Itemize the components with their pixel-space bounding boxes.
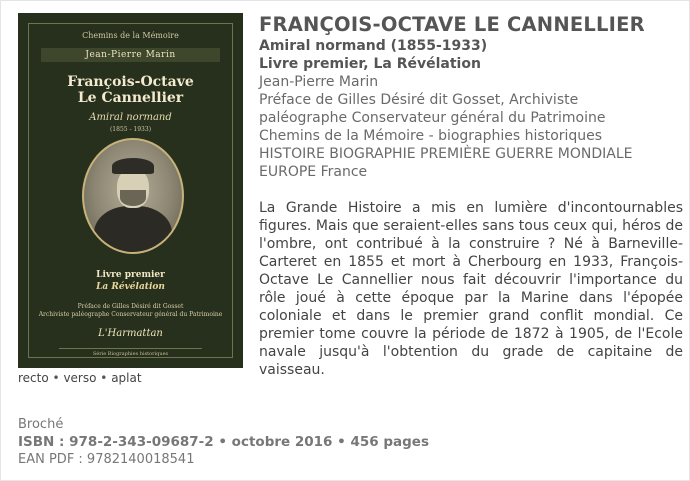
cover-collection: Chemins de la Mémoire — [82, 31, 179, 40]
cover-title-line2: Le Cannellier — [77, 90, 184, 106]
binding-type: Broché — [18, 417, 64, 432]
book-description: La Grande Histoire a mis en lumière d'incontournables figures. Mais que seraient-elles sans tous ceux qui, héros de l'ombre, ont contribué à la construire ? Né à Barneville-Carteret en 1855 et mort à Cherbourg en 1933, François-Octave Le Cannellier nous fait découvrir l'importance du rôle joué à cette époque par la Marine dans l'épopée coloniale et dans le premier grand conflit mondial. Ce premier tome couvre la période de 1872 à 1905, de l'Ecole navale jusqu'à l'obtention du grade de capitaine de vaisseau. — [259, 200, 683, 378]
portrait-beard — [120, 190, 146, 206]
book-volume: Livre premier, La Révélation — [259, 56, 481, 72]
book-info — [259, 13, 684, 181]
cover-subtitle: Amiral normand — [89, 112, 172, 123]
cover-revelation: La Révélation — [96, 282, 165, 292]
ean-pdf: EAN PDF : 9782140018541 — [18, 452, 195, 467]
book-cover-image[interactable] — [18, 13, 243, 368]
verso-link[interactable]: verso — [63, 371, 97, 385]
book-author[interactable]: Jean-Pierre Marin — [259, 74, 379, 90]
cover-livre: Livre premier — [96, 270, 165, 280]
cover-author: Jean-Pierre Marin — [41, 48, 220, 62]
cover-preface-line2: Archiviste paléographe Conservateur général du Patrimoine — [38, 311, 223, 318]
separator: • — [52, 371, 60, 385]
cover-border — [28, 23, 233, 358]
cover-portrait — [82, 138, 184, 254]
aplat-link[interactable]: aplat — [111, 371, 142, 385]
portrait-cap — [112, 158, 154, 174]
cover-title — [29, 74, 232, 106]
cover-preface — [29, 303, 232, 319]
book-collection[interactable]: Chemins de la Mémoire - biographies historiques — [259, 128, 603, 144]
cover-title-line1: François-Octave — [67, 74, 194, 90]
book-subtitle: Amiral normand (1855-1933) — [259, 38, 488, 54]
portrait-uniform — [94, 206, 172, 254]
cover-dates: (1855 - 1933) — [109, 126, 152, 133]
separator: • — [100, 371, 108, 385]
book-preface-line2: paléographe Conservateur général du Patrimoine — [259, 110, 606, 126]
book-keywords-line1[interactable]: HISTOIRE BIOGRAPHIE PREMIÈRE GUERRE MONDIALE — [259, 146, 633, 162]
book-preface-line1: Préface de Gilles Désiré dit Gosset, Archiviste — [259, 92, 579, 108]
book-title: FRANÇOIS-OCTAVE LE CANNELLIER — [259, 13, 645, 36]
book-keywords-line2[interactable]: EUROPE France — [259, 164, 368, 180]
cover-series: Série Biographies historiques — [59, 348, 202, 357]
cover-publisher-logo: L'Harmattan — [98, 328, 163, 339]
cover-preface-line1: Préface de Gilles Désiré dit Gosset — [77, 303, 184, 310]
cover-view-links — [18, 371, 142, 385]
recto-link[interactable]: recto — [18, 371, 49, 385]
isbn-date-pages: ISBN : 978-2-343-09687-2 • octobre 2016 • 456 pages — [18, 434, 429, 450]
